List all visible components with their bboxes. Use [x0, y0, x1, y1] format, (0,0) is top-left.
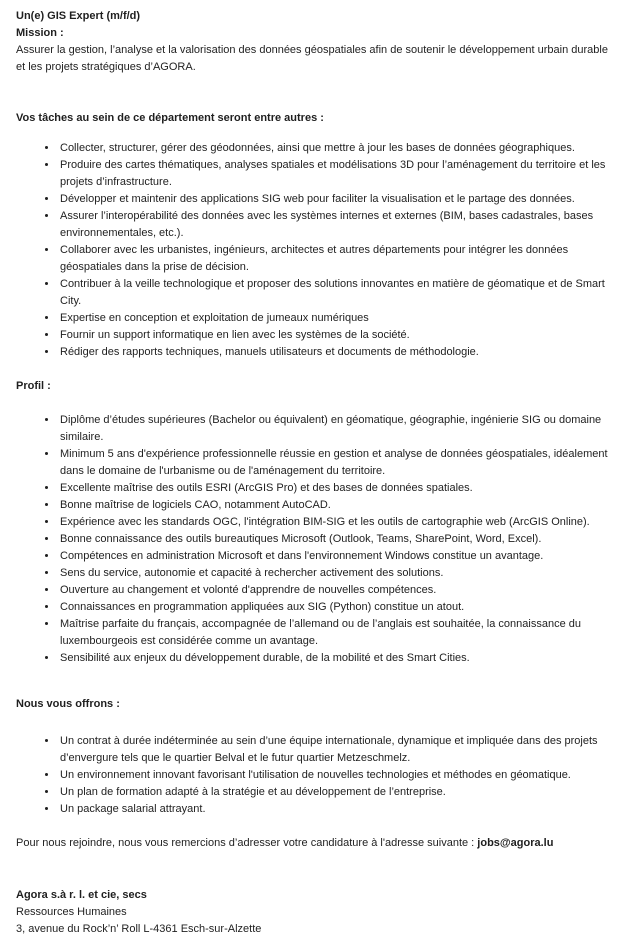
profile-list: [16, 412, 619, 667]
bullet-item: • Développer et maintenir des applications SIG web pour faciliter la visualisation et le partage des données.: [58, 191, 619, 208]
bullet-item: • Assurer l’interopérabilité des données avec les systèmes internes et externes (BIM, bases cadastrales, bases environnementales, etc.).: [58, 208, 619, 242]
bullet-item: • Un contrat à durée indéterminée au sein d’une équipe internationale, dynamique et impliquée dans des projets d’envergure tels que le quartier Belval et le futur quartier Metzeschmelz.: [58, 733, 619, 767]
job-posting-document: [16, 8, 619, 938]
bullet-item: • Diplôme d’études supérieures (Bachelor ou équivalent) en géomatique, géographie, ingénierie SIG ou domaine similaire.: [58, 412, 619, 446]
hr-department: Ressources Humaines: [16, 906, 127, 918]
bullet-item: • Un plan de formation adapté à la stratégie et au développement de l’entreprise.: [58, 784, 619, 801]
offer-list: [16, 733, 619, 818]
bullet-item: • Un package salarial attrayant.: [58, 801, 619, 818]
bullet-item: • Sensibilité aux enjeux du développement durable, de la mobilité et des Smart Cities.: [58, 650, 619, 667]
bullet-item: • Contribuer à la veille technologique et proposer des solutions innovantes en matière de géomatique et de Smart City.: [58, 276, 619, 310]
bullet-item: • Rédiger des rapports techniques, manuels utilisateurs et documents de méthodologie.: [58, 344, 619, 361]
bullet-item: • Expérience avec les standards OGC, l'intégration BIM-SIG et les outils de cartographie web (ArcGIS Online).: [58, 514, 619, 531]
bullet-item: • Collaborer avec les urbanistes, ingénieurs, architectes et autres départements pour intégrer les données géospatiales dans la prise de décision.: [58, 242, 619, 276]
profile-heading: Profil :: [16, 380, 51, 392]
offer-heading: Nous vous offrons :: [16, 698, 120, 710]
mission-label: Mission :: [16, 27, 64, 39]
bullet-item: • Produire des cartes thématiques, analyses spatiales et modélisations 3D pour l’aménagement du territoire et les projets d’infrastructure.: [58, 157, 619, 191]
job-title: Un(e) GIS Expert (m/f/d): [16, 10, 141, 22]
closing-paragraph: [16, 835, 619, 852]
bullet-item: • Bonne maîtrise de logiciels CAO, notamment AutoCAD.: [58, 497, 619, 514]
bullet-item: • Fournir un support informatique en lien avec les systèmes de la société.: [58, 327, 619, 344]
bullet-item: • Bonne connaissance des outils bureautiques Microsoft (Outlook, Teams, SharePoint, Word, Excel).: [58, 531, 619, 548]
bullet-item: • Collecter, structurer, gérer des géodonnées, ainsi que mettre à jour les bases de données géographiques.: [58, 140, 619, 157]
bullet-item: • Un environnement innovant favorisant l'utilisation de nouvelles technologies et méthodes en géomatique.: [58, 767, 619, 784]
bullet-item: • Excellente maîtrise des outils ESRI (ArcGIS Pro) et des bases de données spatiales.: [58, 480, 619, 497]
bullet-item: • Compétences en administration Microsoft et dans l'environnement Windows constitue un avantage.: [58, 548, 619, 565]
bullet-item: • Ouverture au changement et volonté d'apprendre de nouvelles compétences.: [58, 582, 619, 599]
application-email: jobs@agora.lu: [477, 837, 554, 849]
tasks-list: [16, 140, 619, 361]
bullet-item: • Maîtrise parfaite du français, accompagnée de l’allemand ou de l’anglais est souhaitée, la connaissance du luxembourgeois est considérée comme un avantage.: [58, 616, 619, 650]
bullet-item: • Minimum 5 ans d'expérience professionnelle réussie en gestion et analyse de données géospatiales, idéalement dans le domaine de l'urbanisme ou de l'aménagement du territoire.: [58, 446, 619, 480]
tasks-heading: Vos tâches au sein de ce département seront entre autres :: [16, 112, 324, 124]
bullet-item: • Sens du service, autonomie et capacité à rechercher activement des solutions.: [58, 565, 619, 582]
bullet-item: • Expertise en conception et exploitation de jumeaux numériques: [58, 310, 619, 327]
mission-text: Assurer la gestion, l’analyse et la valorisation des données géospatiales afin de soutenir le développement urbain durable et les projets stratégiques d’AGORA.: [16, 44, 608, 73]
company-name: Agora s.à r. l. et cie, secs: [16, 889, 147, 901]
bullet-item: • Connaissances en programmation appliquées aux SIG (Python) constitue un atout.: [58, 599, 619, 616]
company-address: 3, avenue du Rock’n’ Roll L-4361 Esch-sur-Alzette: [16, 923, 262, 935]
closing-text: Pour nous rejoindre, nous vous remercions d’adresser votre candidature à l'adresse suivante :: [16, 837, 478, 849]
